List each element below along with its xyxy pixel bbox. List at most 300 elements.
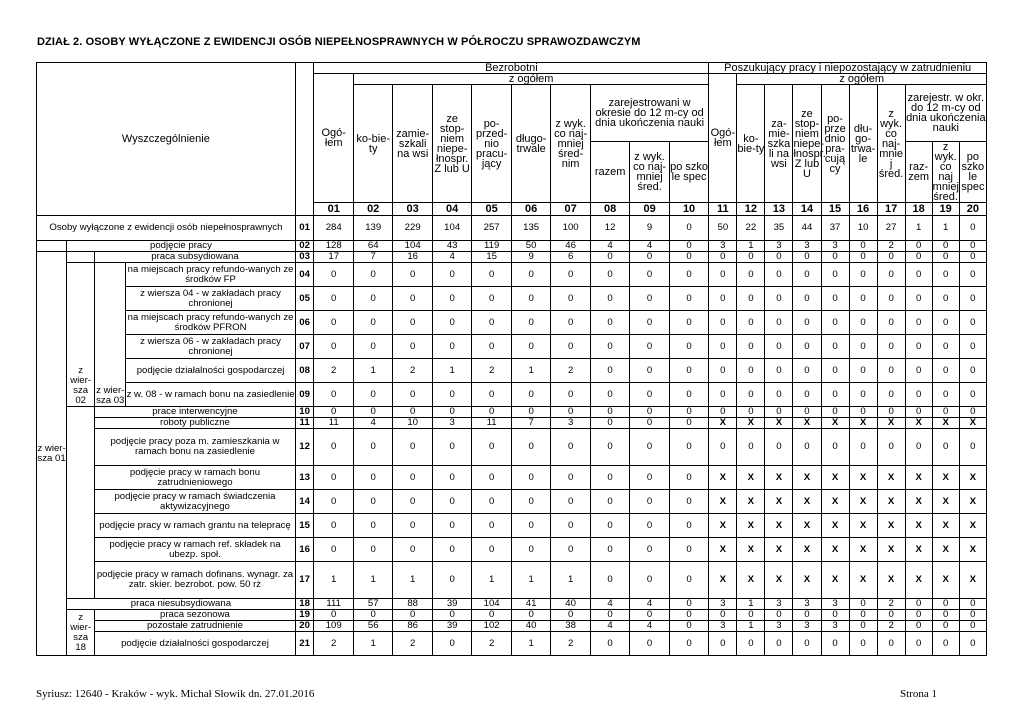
row-number: 19 xyxy=(295,610,314,621)
table-cell: 3 xyxy=(551,418,590,429)
table-cell: 0 xyxy=(959,241,986,252)
table-cell: 0 xyxy=(709,632,737,656)
header-b-zarej-wyk: z wyk. co naj-mniej śred. xyxy=(630,142,669,203)
table-cell: X xyxy=(765,466,793,490)
table-cell: 0 xyxy=(821,359,849,383)
side-label-z-wiersza-01: z wier-sza 01 xyxy=(37,252,67,656)
table-cell: 0 xyxy=(849,599,877,610)
table-cell: 0 xyxy=(630,610,669,621)
table-cell: X xyxy=(877,466,905,490)
table-cell: 0 xyxy=(669,632,708,656)
header-p-dlugotrwale: dłu-go-trwa-le xyxy=(849,85,877,203)
table-cell: 46 xyxy=(551,241,590,252)
table-cell: 0 xyxy=(821,429,849,466)
header-b-zarejestrowani: zarejestrowani w okresie do 12 m-cy od dnia ukończenia nauki xyxy=(590,85,708,142)
table-cell: 0 xyxy=(511,490,550,514)
table-cell: 0 xyxy=(472,383,511,407)
row-label: Osoby wyłączone z ewidencji osób niepełnosprawnych xyxy=(37,216,296,241)
row-number: 15 xyxy=(295,514,314,538)
table-cell: X xyxy=(709,466,737,490)
side-label-z-wiersza-02: z wier-sza 02 xyxy=(67,263,95,407)
table-cell: 0 xyxy=(905,599,932,610)
row-number: 13 xyxy=(295,466,314,490)
table-cell: 0 xyxy=(511,287,550,311)
table-cell: 10 xyxy=(849,216,877,241)
table-cell: X xyxy=(849,514,877,538)
table-cell: 0 xyxy=(630,429,669,466)
table-cell: 9 xyxy=(511,252,550,263)
row-label: podjęcie pracy w ramach bonu zatrudnieniowego xyxy=(95,466,296,490)
table-cell: 0 xyxy=(932,241,959,252)
table-cell: 0 xyxy=(932,311,959,335)
row-label: podjęcie pracy w ramach ref. składek na ubezp. społ. xyxy=(95,538,296,562)
table-cell: 2 xyxy=(877,621,905,632)
table-cell: 2 xyxy=(472,359,511,383)
table-cell: 0 xyxy=(849,311,877,335)
table-cell: 0 xyxy=(765,407,793,418)
table-cell: 0 xyxy=(932,359,959,383)
table-cell: 0 xyxy=(877,407,905,418)
table-cell: 2 xyxy=(877,241,905,252)
row-label: praca sezonowa xyxy=(95,610,296,621)
table-cell: 0 xyxy=(511,514,550,538)
table-cell: 1 xyxy=(393,562,432,599)
table-cell: 0 xyxy=(709,252,737,263)
table-cell: 3 xyxy=(765,241,793,252)
table-cell: 0 xyxy=(393,335,432,359)
table-cell: 0 xyxy=(821,311,849,335)
table-cell: 0 xyxy=(737,287,765,311)
table-cell: X xyxy=(709,562,737,599)
table-cell: X xyxy=(737,538,765,562)
table-cell: 139 xyxy=(353,216,392,241)
table-cell: 0 xyxy=(393,407,432,418)
table-cell: 0 xyxy=(551,538,590,562)
table-cell: 0 xyxy=(959,632,986,656)
table-cell: 0 xyxy=(959,359,986,383)
header-poszukujacy: Poszukujący pracy i niepozostający w zatrudnieniu xyxy=(709,63,987,74)
table-cell: X xyxy=(793,490,821,514)
column-number: 05 xyxy=(472,203,511,216)
table-cell: 0 xyxy=(877,287,905,311)
table-cell: 0 xyxy=(709,263,737,287)
table-cell: 0 xyxy=(511,407,550,418)
row-label: praca niesubsydiowana xyxy=(67,599,296,610)
table-cell: 0 xyxy=(877,311,905,335)
table-cell: 0 xyxy=(511,263,550,287)
table-cell: 0 xyxy=(353,407,392,418)
table-cell: 119 xyxy=(472,241,511,252)
row-label: podjęcie pracy w ramach dofinans. wynagr. za zatr. skier. bezrobot. pow. 50 rż xyxy=(95,562,296,599)
table-cell: 0 xyxy=(314,263,353,287)
table-cell: 0 xyxy=(353,263,392,287)
table-row xyxy=(37,632,987,656)
table-cell: 3 xyxy=(709,599,737,610)
row-label: z wiersza 04 - w zakładach pracy chronionej xyxy=(126,287,295,311)
table-cell: X xyxy=(877,490,905,514)
table-cell: 0 xyxy=(849,263,877,287)
table-cell: 2 xyxy=(472,632,511,656)
table-cell: 0 xyxy=(821,383,849,407)
table-cell: 0 xyxy=(630,252,669,263)
table-cell: 0 xyxy=(393,514,432,538)
table-cell: 0 xyxy=(432,538,471,562)
table-cell: 0 xyxy=(905,632,932,656)
table-cell: 56 xyxy=(353,621,392,632)
table-cell: 0 xyxy=(849,383,877,407)
table-cell: 0 xyxy=(959,252,986,263)
table-cell: 0 xyxy=(551,383,590,407)
table-cell: 0 xyxy=(630,490,669,514)
footer-left: Syriusz: 12640 - Kraków - wyk. Michał Słowik dn. 27.01.2016 xyxy=(36,688,315,700)
table-cell: 0 xyxy=(551,429,590,466)
data-table xyxy=(36,62,987,656)
table-cell: 1 xyxy=(353,562,392,599)
table-cell: 0 xyxy=(590,383,629,407)
table-cell: 3 xyxy=(432,418,471,429)
table-cell: 1 xyxy=(511,632,550,656)
table-cell: 0 xyxy=(472,263,511,287)
table-cell: 0 xyxy=(314,466,353,490)
table-cell: X xyxy=(821,418,849,429)
table-cell: 0 xyxy=(709,610,737,621)
table-cell: 0 xyxy=(737,335,765,359)
table-cell: 1 xyxy=(737,621,765,632)
table-cell: 257 xyxy=(472,216,511,241)
table-cell: 0 xyxy=(630,466,669,490)
table-cell: 0 xyxy=(353,514,392,538)
table-cell: 0 xyxy=(765,252,793,263)
table-cell: X xyxy=(932,490,959,514)
column-number: 11 xyxy=(709,203,737,216)
table-cell: 0 xyxy=(821,632,849,656)
table-cell: 0 xyxy=(849,632,877,656)
footer-page: Strona 1 xyxy=(900,688,937,700)
table-cell: 0 xyxy=(877,263,905,287)
table-cell: 102 xyxy=(472,621,511,632)
table-cell: 1 xyxy=(353,359,392,383)
table-cell: 0 xyxy=(959,407,986,418)
table-cell: 0 xyxy=(630,407,669,418)
table-cell: X xyxy=(932,514,959,538)
table-cell: 0 xyxy=(432,490,471,514)
header-p-zarejestrowani: zarejestr. w okr. do 12 m-cy od dnia ukończenia nauki xyxy=(905,85,986,142)
table-cell: 0 xyxy=(393,490,432,514)
table-cell: 0 xyxy=(353,335,392,359)
table-cell: 0 xyxy=(432,287,471,311)
table-cell: 0 xyxy=(821,407,849,418)
table-cell: 0 xyxy=(905,241,932,252)
row-label: podjęcie pracy w ramach grantu na telepracę xyxy=(95,514,296,538)
table-cell: 0 xyxy=(353,610,392,621)
table-cell: X xyxy=(709,418,737,429)
table-cell: 0 xyxy=(353,429,392,466)
column-number: 03 xyxy=(393,203,432,216)
table-cell: 0 xyxy=(669,610,708,621)
table-cell: 0 xyxy=(709,359,737,383)
table-cell: 104 xyxy=(472,599,511,610)
table-cell: 0 xyxy=(765,632,793,656)
table-cell: X xyxy=(849,466,877,490)
table-cell: X xyxy=(821,514,849,538)
table-cell: 0 xyxy=(877,335,905,359)
table-cell: 0 xyxy=(959,263,986,287)
row-number: 16 xyxy=(295,538,314,562)
table-cell: 0 xyxy=(709,407,737,418)
table-cell: 0 xyxy=(472,514,511,538)
table-cell: 0 xyxy=(669,538,708,562)
table-cell: 22 xyxy=(737,216,765,241)
table-cell: X xyxy=(905,514,932,538)
table-cell: 0 xyxy=(511,429,550,466)
table-cell: 50 xyxy=(511,241,550,252)
row-label: podjęcie pracy w ramach świadczenia aktywizacyjnego xyxy=(95,490,296,514)
table-cell: 135 xyxy=(511,216,550,241)
indent-cell xyxy=(37,241,67,252)
table-cell: 0 xyxy=(432,429,471,466)
column-number: 17 xyxy=(877,203,905,216)
table-cell: 1 xyxy=(737,599,765,610)
table-cell: 4 xyxy=(630,241,669,252)
table-cell: 6 xyxy=(551,252,590,263)
table-row xyxy=(37,599,987,610)
table-cell: 3 xyxy=(821,241,849,252)
table-cell: 0 xyxy=(551,514,590,538)
column-number: 01 xyxy=(314,203,353,216)
table-cell: 3 xyxy=(709,241,737,252)
row-number: 14 xyxy=(295,490,314,514)
table-cell: 0 xyxy=(393,466,432,490)
table-cell: 0 xyxy=(849,335,877,359)
table-cell: 1 xyxy=(905,216,932,241)
table-cell: 16 xyxy=(393,252,432,263)
table-cell: 0 xyxy=(821,263,849,287)
table-cell: 0 xyxy=(669,383,708,407)
table-cell: 0 xyxy=(932,383,959,407)
table-cell: 0 xyxy=(877,252,905,263)
table-cell: 0 xyxy=(590,335,629,359)
table-cell: 0 xyxy=(590,610,629,621)
table-cell: 0 xyxy=(793,287,821,311)
table-cell: 0 xyxy=(821,335,849,359)
table-cell: 0 xyxy=(353,490,392,514)
column-number: 20 xyxy=(959,203,986,216)
table-cell: 0 xyxy=(905,335,932,359)
table-cell: 0 xyxy=(432,610,471,621)
table-cell: 0 xyxy=(849,287,877,311)
table-cell: 0 xyxy=(669,335,708,359)
table-cell: 0 xyxy=(590,514,629,538)
table-cell: X xyxy=(905,538,932,562)
table-cell: 0 xyxy=(314,335,353,359)
table-cell: 0 xyxy=(765,263,793,287)
table-cell: 0 xyxy=(432,632,471,656)
table-cell: 0 xyxy=(737,632,765,656)
row-label: podjęcie pracy xyxy=(67,241,296,252)
table-row xyxy=(37,359,987,383)
table-cell: X xyxy=(849,538,877,562)
column-number: 07 xyxy=(551,203,590,216)
table-cell: 0 xyxy=(669,621,708,632)
table-cell: 0 xyxy=(630,287,669,311)
row-label: z w. 08 - w ramach bonu na zasiedlenie xyxy=(126,383,295,407)
table-cell: 2 xyxy=(551,632,590,656)
table-cell: 0 xyxy=(877,429,905,466)
table-cell: 39 xyxy=(432,599,471,610)
table-cell: 1 xyxy=(737,241,765,252)
table-cell: 0 xyxy=(669,490,708,514)
table-cell: 0 xyxy=(959,335,986,359)
table-cell: 4 xyxy=(590,599,629,610)
table-cell: 2 xyxy=(314,359,353,383)
table-cell: 0 xyxy=(737,359,765,383)
table-cell: 0 xyxy=(849,429,877,466)
table-cell: X xyxy=(959,562,986,599)
column-number: 16 xyxy=(849,203,877,216)
table-cell: 0 xyxy=(669,359,708,383)
table-cell: 0 xyxy=(432,562,471,599)
table-cell: 0 xyxy=(849,621,877,632)
row-number: 21 xyxy=(295,632,314,656)
column-number: 10 xyxy=(669,203,708,216)
table-cell: 0 xyxy=(669,311,708,335)
table-cell: 0 xyxy=(551,311,590,335)
table-cell: 0 xyxy=(393,610,432,621)
column-number: 13 xyxy=(765,203,793,216)
table-cell: 0 xyxy=(314,610,353,621)
table-cell: 0 xyxy=(793,610,821,621)
table-cell: 0 xyxy=(353,383,392,407)
table-cell: 0 xyxy=(709,383,737,407)
table-cell: 0 xyxy=(905,311,932,335)
table-row xyxy=(37,621,987,632)
table-cell: 0 xyxy=(590,359,629,383)
table-cell: 0 xyxy=(877,610,905,621)
table-row xyxy=(37,216,987,241)
table-cell: X xyxy=(932,418,959,429)
table-cell: 0 xyxy=(511,538,550,562)
table-cell: X xyxy=(877,562,905,599)
table-cell: 0 xyxy=(959,429,986,466)
table-cell: X xyxy=(821,466,849,490)
row-label: praca subsydiowana xyxy=(95,252,296,263)
table-cell: 0 xyxy=(551,287,590,311)
table-cell: 0 xyxy=(472,538,511,562)
table-row xyxy=(37,263,987,287)
header-b-razem: razem xyxy=(590,142,629,203)
table-cell: 0 xyxy=(959,610,986,621)
table-cell: 0 xyxy=(765,359,793,383)
row-number: 18 xyxy=(295,599,314,610)
table-cell: 0 xyxy=(793,359,821,383)
table-cell: 0 xyxy=(737,263,765,287)
table-cell: 2 xyxy=(551,359,590,383)
table-cell: 0 xyxy=(314,490,353,514)
table-row xyxy=(37,418,987,429)
table-cell: 0 xyxy=(353,311,392,335)
table-cell: 0 xyxy=(959,216,986,241)
table-row xyxy=(37,610,987,621)
table-cell: 0 xyxy=(393,263,432,287)
table-cell: 41 xyxy=(511,599,550,610)
table-cell: 0 xyxy=(472,466,511,490)
header-p-z-wyk: z wyk. co naj-mnie j śred. xyxy=(877,85,905,203)
table-cell: X xyxy=(932,538,959,562)
table-cell: 0 xyxy=(849,407,877,418)
table-cell: 0 xyxy=(669,216,708,241)
table-cell: 0 xyxy=(932,263,959,287)
table-cell: 1 xyxy=(511,359,550,383)
table-cell: 128 xyxy=(314,241,353,252)
table-cell: 0 xyxy=(765,287,793,311)
table-cell: 0 xyxy=(737,407,765,418)
table-cell: 111 xyxy=(314,599,353,610)
table-cell: 0 xyxy=(472,490,511,514)
table-cell: 0 xyxy=(472,407,511,418)
table-row xyxy=(37,407,987,418)
table-cell: 0 xyxy=(630,335,669,359)
table-cell: 0 xyxy=(511,311,550,335)
table-cell: 0 xyxy=(590,418,629,429)
table-cell: 0 xyxy=(932,287,959,311)
header-p-kobiety: ko-bie-ty xyxy=(737,85,765,203)
table-cell: 0 xyxy=(590,407,629,418)
table-cell: X xyxy=(765,514,793,538)
column-number: 19 xyxy=(932,203,959,216)
table-cell: X xyxy=(877,418,905,429)
column-number: 08 xyxy=(590,203,629,216)
table-cell: 0 xyxy=(821,287,849,311)
table-cell: 0 xyxy=(393,383,432,407)
table-cell: 0 xyxy=(793,263,821,287)
header-p-zamieszkali: za-mie-szka li na wsi xyxy=(765,85,793,203)
table-cell: 229 xyxy=(393,216,432,241)
table-cell: 0 xyxy=(314,287,353,311)
header-b-zamieszkali: zamie-szkali na wsi xyxy=(393,85,432,203)
table-cell: X xyxy=(905,562,932,599)
table-cell: 0 xyxy=(432,311,471,335)
table-cell: X xyxy=(821,538,849,562)
table-cell: 0 xyxy=(432,383,471,407)
row-number: 05 xyxy=(295,287,314,311)
table-cell: 0 xyxy=(709,287,737,311)
table-cell: X xyxy=(932,562,959,599)
table-cell: 0 xyxy=(551,490,590,514)
table-cell: 0 xyxy=(630,538,669,562)
table-cell: 0 xyxy=(669,514,708,538)
row-number: 11 xyxy=(295,418,314,429)
table-cell: 0 xyxy=(511,383,550,407)
table-cell: 0 xyxy=(932,610,959,621)
table-row xyxy=(37,466,987,490)
table-cell: 0 xyxy=(393,287,432,311)
table-cell: 0 xyxy=(709,429,737,466)
table-cell: 10 xyxy=(393,418,432,429)
table-cell: 86 xyxy=(393,621,432,632)
row-label: na miejscach pracy refundo-wanych ze środków PFRON xyxy=(127,311,294,333)
row-number: 07 xyxy=(295,335,314,359)
table-cell: 0 xyxy=(314,311,353,335)
table-cell: 109 xyxy=(314,621,353,632)
table-cell: 0 xyxy=(590,490,629,514)
table-cell: 0 xyxy=(353,466,392,490)
column-number: 04 xyxy=(432,203,471,216)
table-cell: 0 xyxy=(905,287,932,311)
column-number: 02 xyxy=(353,203,392,216)
row-number: 04 xyxy=(295,263,314,287)
table-cell: 1 xyxy=(551,562,590,599)
side-label-z-wiersza-03: z wier-sza 03 xyxy=(95,263,126,407)
